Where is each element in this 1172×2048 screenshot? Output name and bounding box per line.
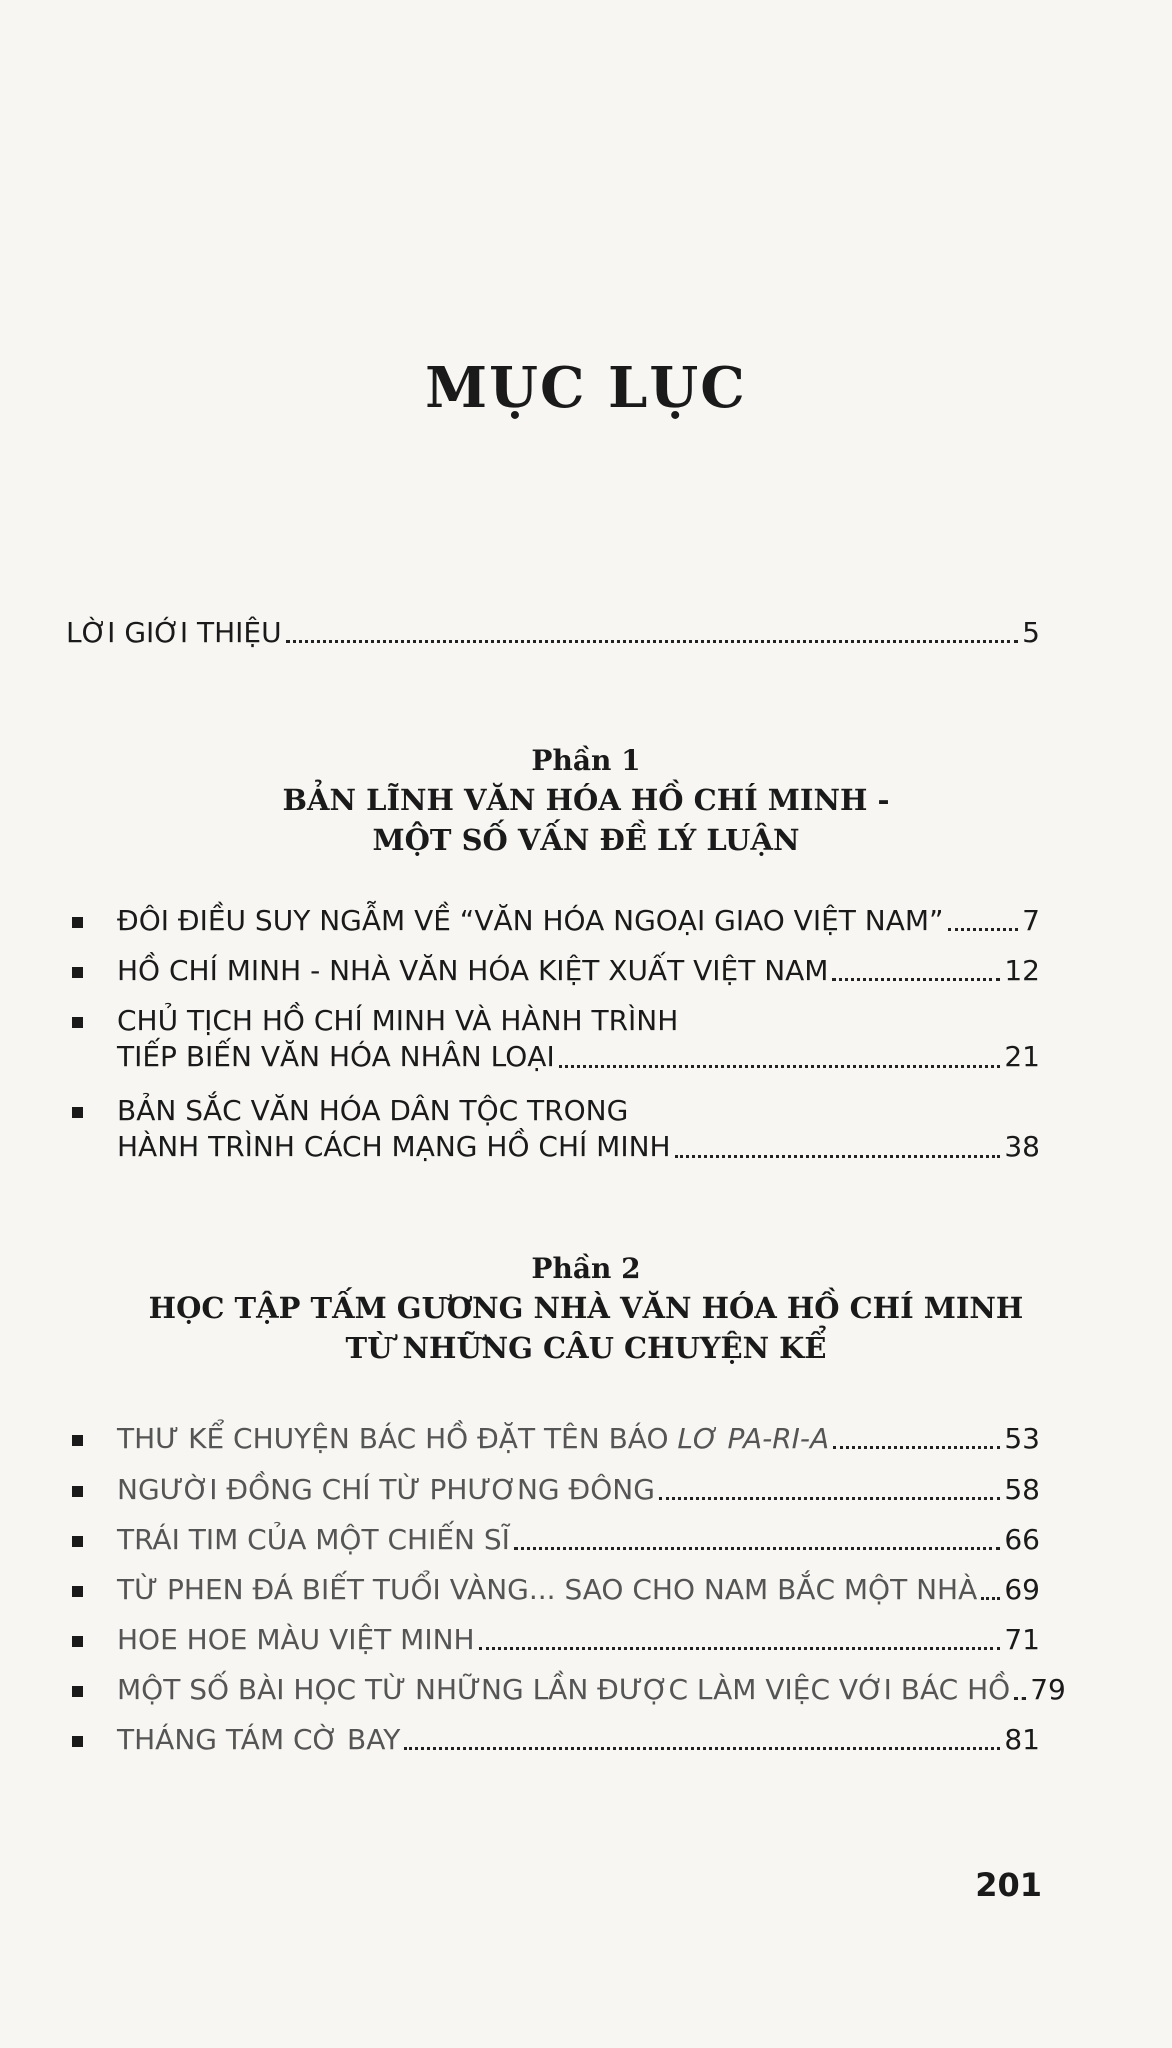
leader-dots — [404, 1747, 1000, 1750]
toc-entry-label-line2: HÀNH TRÌNH CÁCH MẠNG HỒ CHÍ MINH — [117, 1130, 671, 1164]
toc-entry-label: HỒ CHÍ MINH - NHÀ VĂN HÓA KIỆT XUẤT VIỆT NAM — [117, 954, 829, 987]
page-number: 201 — [975, 1866, 1042, 1904]
toc-entry-label-line2: TIẾP BIẾN VĂN HÓA NHÂN LOẠI — [117, 1040, 555, 1074]
toc-entry[interactable] — [72, 1572, 1040, 1608]
section-title-line2: TỪ NHỮNG CÂU CHUYỆN KỂ — [345, 1331, 827, 1366]
toc-entry-label: HOE HOE MÀU VIỆT MINH — [117, 1623, 475, 1656]
toc-entry[interactable] — [72, 1003, 1040, 1076]
toc-entry-page: 53 — [1004, 1422, 1040, 1455]
toc-entry-page: 21 — [1004, 1040, 1040, 1074]
section-label: Phần 1 — [531, 744, 641, 777]
section-heading-part1 — [0, 742, 1172, 861]
leader-dots — [675, 1155, 1001, 1158]
toc-entry-label: NGƯỜI ĐỒNG CHÍ TỪ PHƯƠNG ĐÔNG — [117, 1473, 655, 1506]
toc-entry[interactable] — [72, 953, 1040, 989]
bullet-icon — [72, 1736, 83, 1747]
page-title: MỤC LỤC — [425, 355, 747, 421]
toc-entry-page: 66 — [1004, 1523, 1040, 1556]
toc-entry[interactable] — [72, 1722, 1040, 1758]
bullet-icon — [72, 1686, 83, 1697]
toc-entry-page: 38 — [1004, 1130, 1040, 1164]
bullet-icon — [72, 1435, 83, 1446]
leader-dots — [514, 1547, 1000, 1550]
leader-dots — [832, 978, 1000, 981]
bullet-icon — [72, 1486, 83, 1497]
toc-entry-label: ĐÔI ĐIỀU SUY NGẪM VỀ “VĂN HÓA NGOẠI GIAO VIỆT NAM” — [117, 904, 944, 937]
toc-entry-italic: LƠ PA-RI-A — [677, 1422, 830, 1455]
bullet-icon — [72, 1586, 83, 1597]
toc-entry-label: TRÁI TIM CỦA MỘT CHIẾN SĨ — [117, 1523, 510, 1556]
toc-entry-label: MỘT SỐ BÀI HỌC TỪ NHỮNG LẦN ĐƯỢC LÀM VIỆC VỚI BÁC HỒ — [117, 1673, 1011, 1706]
leader-dots — [559, 1065, 1001, 1068]
section-title-line1: HỌC TẬP TẤM GƯƠNG NHÀ VĂN HÓA HỒ CHÍ MINH — [148, 1290, 1024, 1325]
toc-entry-label: THƯ KỂ CHUYỆN BÁC HỒ ĐẶT TÊN BÁO LƠ PA-RI-A — [117, 1422, 830, 1455]
leader-dots — [286, 640, 1019, 643]
toc-entry-label: LỜI GIỚI THIỆU — [66, 616, 282, 649]
leader-dots — [1014, 1697, 1026, 1700]
leader-dots — [479, 1647, 1001, 1650]
toc-entry[interactable] — [72, 1421, 1040, 1457]
toc-entry-label: THÁNG TÁM CỜ BAY — [117, 1723, 401, 1756]
toc-entry-page: 79 — [1030, 1673, 1066, 1706]
bullet-icon — [72, 917, 83, 928]
toc-entry-label-line1: CHỦ TỊCH HỒ CHÍ MINH VÀ HÀNH TRÌNH — [117, 1004, 679, 1037]
toc-entry[interactable] — [72, 1093, 1040, 1166]
leader-dots — [833, 1446, 1000, 1449]
toc-entry[interactable] — [72, 1522, 1040, 1558]
bullet-icon — [72, 967, 83, 978]
toc-entry-page: 69 — [1004, 1573, 1040, 1606]
toc-entry-intro[interactable] — [66, 615, 1040, 651]
section-heading-part2 — [0, 1250, 1172, 1369]
bullet-icon — [72, 1107, 83, 1118]
section-label: Phần 2 — [531, 1252, 641, 1285]
leader-dots — [981, 1597, 1000, 1600]
toc-entry-page: 71 — [1004, 1623, 1040, 1656]
bullet-icon — [72, 1636, 83, 1647]
bullet-icon — [72, 1536, 83, 1547]
toc-entry[interactable] — [72, 1672, 1066, 1708]
toc-entry-label: TỪ PHEN ĐÁ BIẾT TUỔI VÀNG... SAO CHO NAM BẮC MỘT NHÀ — [117, 1573, 978, 1606]
toc-entry[interactable] — [72, 1472, 1040, 1508]
leader-dots — [659, 1497, 1000, 1500]
leader-dots — [948, 928, 1019, 931]
section-title-line2: MỘT SỐ VẤN ĐỀ LÝ LUẬN — [372, 823, 800, 858]
toc-entry-page: 81 — [1004, 1723, 1040, 1756]
toc-entry-page: 7 — [1022, 904, 1040, 937]
bullet-icon — [72, 1017, 83, 1028]
section-title-line1: BẢN LĨNH VĂN HÓA HỒ CHÍ MINH - — [282, 782, 890, 817]
toc-entry-page: 58 — [1004, 1473, 1040, 1506]
toc-entry-page: 5 — [1022, 616, 1040, 649]
toc-entry[interactable] — [72, 903, 1040, 939]
toc-entry-label-line1: BẢN SẮC VĂN HÓA DÂN TỘC TRONG — [117, 1094, 629, 1127]
toc-entry[interactable] — [72, 1622, 1040, 1658]
toc-entry-page: 12 — [1004, 954, 1040, 987]
